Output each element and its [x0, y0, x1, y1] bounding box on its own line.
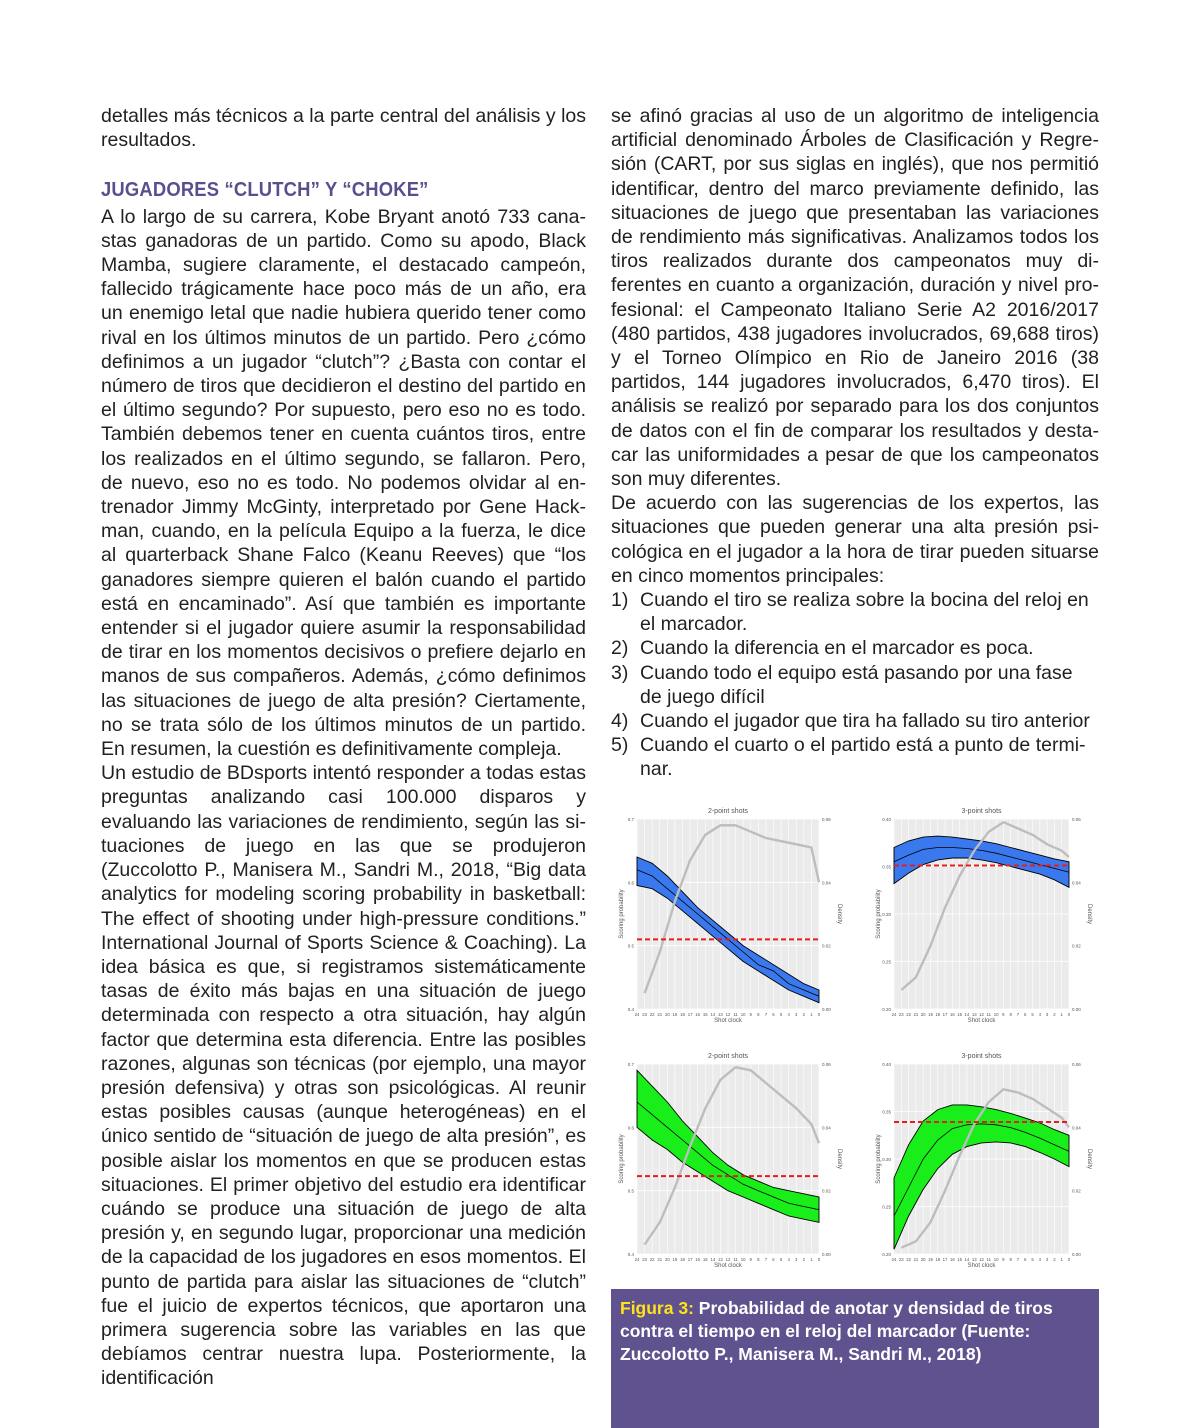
x-tick-label: 24: [634, 1012, 640, 1017]
x-tick-label: 18: [935, 1257, 941, 1262]
x-tick-label: 20: [920, 1257, 926, 1262]
caption-text: Probabilidad de anotar y densidad de tiros contra el tiempo en el reloj del marcador (Fuente: Zuccolotto P., Manisera M., Sandri M., 2018): [620, 1298, 1053, 1364]
x-axis-label: Shot clock: [714, 1018, 742, 1024]
x-tick-label: 14: [710, 1012, 716, 1017]
x-axis-label: Shot clock: [967, 1263, 996, 1269]
x-tick-label: 19: [672, 1012, 678, 1017]
x-tick-label: 0: [1067, 1257, 1071, 1262]
chart-title: 3-point shots: [961, 808, 1002, 815]
x-tick-label: 12: [979, 1012, 984, 1017]
x-tick-label: 12: [725, 1012, 731, 1017]
list-number: 3): [611, 661, 629, 684]
x-tick-label: 2: [802, 1012, 806, 1017]
x-tick-label: 5: [779, 1257, 783, 1262]
x-tick-label: 18: [680, 1257, 685, 1262]
figure-caption: [620, 1297, 1095, 1366]
y2-tick-label: 0.06: [822, 1062, 831, 1067]
x-axis-label: Shot clock: [714, 1263, 742, 1269]
x-tick-label: 15: [957, 1012, 963, 1017]
x-tick-label: 6: [772, 1257, 775, 1262]
x-tick-label: 20: [664, 1257, 670, 1262]
x-tick-label: 13: [971, 1257, 977, 1262]
x-tick-label: 22: [906, 1257, 911, 1262]
list-number: 4): [611, 710, 629, 733]
x-tick-label: 4: [1038, 1012, 1042, 1017]
y-tick-label: 0.30: [882, 912, 891, 917]
x-tick-label: 1: [810, 1257, 813, 1262]
x-tick-label: 11: [986, 1012, 992, 1017]
x-tick-label: 3: [1045, 1257, 1049, 1262]
x-tick-label: 14: [964, 1257, 970, 1262]
x-tick-label: 1: [810, 1012, 813, 1017]
x-tick-label: 24: [891, 1012, 897, 1017]
y-tick-label: 0.25: [882, 1204, 891, 1210]
left-column: [101, 104, 586, 1391]
x-tick-label: 22: [649, 1012, 655, 1017]
y-tick-label: 0.7: [627, 1062, 634, 1067]
y-tick-label: 0.20: [882, 1252, 891, 1257]
x-tick-label: 21: [657, 1012, 663, 1017]
y-tick-label: 0.35: [882, 864, 891, 870]
x-tick-label: 23: [898, 1012, 904, 1017]
y-tick-label: 0.6: [627, 1125, 634, 1131]
list-text: Cuando el tiro se realiza sobre la bocina del reloj en el marcador.: [640, 589, 1089, 636]
x-tick-label: 17: [687, 1012, 693, 1017]
x-tick-label: 13: [718, 1257, 723, 1262]
x-tick-label: 4: [787, 1012, 790, 1017]
y-tick-label: 0.30: [882, 1157, 891, 1162]
list-number: 2): [611, 637, 629, 660]
y-tick-label: 0.25: [882, 959, 891, 965]
charts-svg: [611, 797, 1099, 1289]
intro-paragraph: detalles más técnicos a la parte central del análisis y los resultados.: [101, 105, 586, 152]
x-tick-label: 5: [779, 1012, 783, 1017]
x-tick-label: 15: [957, 1257, 963, 1262]
x-tick-label: 20: [664, 1012, 670, 1017]
x-tick-label: 9: [1002, 1257, 1005, 1262]
x-tick-label: 10: [993, 1012, 999, 1017]
x-axis-label: Shot clock: [967, 1018, 996, 1024]
y2-tick-label: 0.02: [822, 943, 831, 949]
x-tick-label: 2: [1053, 1257, 1056, 1262]
y-tick-label: 0.4: [627, 1007, 634, 1012]
y2-axis-label: Density: [1086, 1148, 1092, 1170]
y2-tick-label: 0.00: [1072, 1007, 1081, 1012]
x-tick-label: 19: [928, 1257, 933, 1262]
figure-caption-box: [611, 1289, 1099, 1428]
x-tick-label: 12: [979, 1257, 984, 1262]
right-column: [611, 104, 1099, 782]
chart-title: 3-point shots: [961, 1053, 1002, 1060]
x-tick-label: 21: [913, 1012, 919, 1017]
list-text: Cuando el jugador que tira ha fallado su tiro anterior: [640, 710, 1090, 733]
x-tick-label: 17: [942, 1012, 948, 1017]
x-tick-label: 1: [1060, 1257, 1063, 1262]
x-tick-label: 2: [1053, 1012, 1056, 1017]
body-paragraph-1: A lo largo de su carrera, Kobe Bryant anotó 733 canastas ganadoras de un partido. Como su apodo, Black Mamba, sugiere claramente, el destacado campeón, fallecido trágicamente hace poco más de un año, era un enemigo letal que nadie hubiera querido tener como rival en los últimos minutos de un partido. Pero ¿cómo definimos a un jugador “clutch”? ¿Basta con contar el número de tiros que decidieron el destino del partido en el último segundo? Por supuesto, pero eso no es todo. También debemos tener en cuenta cuántos tiros, entre los realizados en el último segundo, se fallaron. Pero, de nuevo, eso no es todo. No podemos olvidar al entrenador Jimmy McGinty, interpretado por Gene Hackman, cuando, en la película Equipo a la fuerza, le dice al quarterback Shane Falco (Keanu Reeves) que “los ganadores siempre quieren el balón cuando el partido está en encaminado”. Así que también es importante entender si el jugador quiere asumir la responsabilidad de tirar en los momentos decisivos o prefiere dejarlo en manos de sus compañeros. Además, ¿cómo definimos las situaciones de juego de alta presión? Ciertamente, no se trata sólo de los últimos minutos de un partido. En resumen, la cuestión es definitivamente compleja.: [101, 205, 586, 761]
x-tick-label: 8: [757, 1012, 760, 1017]
pressure-moments-list: [611, 588, 1099, 782]
x-tick-label: 8: [757, 1257, 760, 1262]
x-tick-label: 21: [657, 1257, 663, 1262]
y-tick-label: 0.7: [627, 817, 634, 822]
x-tick-label: 11: [733, 1257, 738, 1262]
x-tick-label: 10: [740, 1012, 746, 1017]
x-tick-label: 5: [1031, 1012, 1034, 1017]
y2-tick-label: 0.00: [822, 1252, 831, 1257]
y-tick-label: 0.5: [627, 943, 634, 949]
x-tick-label: 17: [942, 1257, 948, 1262]
x-tick-label: 7: [764, 1257, 768, 1262]
y2-axis-label: Density: [836, 1148, 842, 1170]
x-tick-label: 9: [749, 1257, 752, 1262]
y2-tick-label: 0.00: [822, 1007, 831, 1012]
list-item: [611, 588, 1099, 636]
x-tick-label: 2: [802, 1257, 806, 1262]
x-tick-label: 7: [764, 1012, 768, 1017]
x-tick-label: 5: [1031, 1257, 1034, 1262]
x-tick-label: 10: [993, 1257, 999, 1262]
x-tick-label: 18: [680, 1012, 685, 1017]
x-tick-label: 19: [928, 1012, 933, 1017]
y-axis-label: Scoring probability: [619, 1134, 625, 1184]
list-item: [611, 636, 1099, 660]
list-number: 5): [611, 734, 629, 757]
x-tick-label: 1: [1060, 1012, 1063, 1017]
x-tick-label: 14: [710, 1257, 716, 1262]
y2-tick-label: 0.02: [1072, 1188, 1081, 1194]
chart-title: 2-point shots: [707, 1053, 749, 1060]
x-tick-label: 9: [1002, 1012, 1005, 1017]
body-paragraph-4: De acuerdo con las sugerencias de los expertos, las situaciones que pueden generar una alta presión psicológica en el jugador a la hora de tirar pueden situarse en cinco momentos principales:: [611, 492, 1099, 587]
x-tick-label: 11: [986, 1257, 992, 1262]
list-item: [611, 733, 1099, 781]
caption-label: Figura 3:: [620, 1298, 694, 1318]
x-tick-label: 7: [1016, 1257, 1020, 1262]
y-tick-label: 0.40: [882, 1062, 891, 1067]
x-tick-label: 23: [898, 1257, 904, 1262]
list-text: Cuando el cuarto o el partido está a punto de terminar.: [640, 734, 1086, 781]
x-tick-label: 23: [642, 1257, 647, 1262]
x-tick-label: 6: [1024, 1257, 1027, 1262]
x-tick-label: 24: [634, 1257, 640, 1262]
x-tick-label: 3: [795, 1257, 798, 1262]
x-tick-label: 0: [817, 1257, 821, 1262]
x-tick-label: 3: [1045, 1012, 1049, 1017]
y-tick-label: 0.5: [627, 1188, 634, 1194]
x-tick-label: 24: [891, 1257, 897, 1262]
y2-tick-label: 0.00: [1072, 1252, 1081, 1257]
y2-tick-label: 0.06: [1072, 1062, 1081, 1067]
list-text: Cuando todo el equipo está pasando por una fase de juego difícil: [640, 661, 1073, 708]
y2-tick-label: 0.06: [822, 817, 831, 822]
y2-tick-label: 0.04: [1072, 1125, 1081, 1131]
x-tick-label: 10: [740, 1257, 746, 1262]
x-tick-label: 23: [642, 1012, 647, 1017]
y2-tick-label: 0.04: [822, 1125, 831, 1131]
x-tick-label: 0: [817, 1012, 821, 1017]
section-heading: JUGADORES “CLUTCH” Y “CHOKE”: [101, 179, 429, 202]
list-number: 1): [611, 589, 629, 612]
x-tick-label: 20: [920, 1012, 926, 1017]
y-tick-label: 0.20: [882, 1007, 891, 1012]
x-tick-label: 13: [971, 1012, 977, 1017]
x-tick-label: 0: [1067, 1012, 1071, 1017]
x-tick-label: 15: [702, 1012, 708, 1017]
x-tick-label: 16: [949, 1012, 955, 1017]
x-tick-label: 7: [1016, 1012, 1020, 1017]
x-tick-label: 4: [1038, 1257, 1042, 1262]
y-axis-label: Scoring probability: [876, 889, 882, 939]
x-tick-label: 16: [695, 1012, 701, 1017]
x-tick-label: 19: [672, 1257, 678, 1262]
x-tick-label: 3: [795, 1012, 798, 1017]
x-tick-label: 6: [772, 1012, 775, 1017]
x-tick-label: 12: [725, 1257, 731, 1262]
x-tick-label: 17: [687, 1257, 693, 1262]
x-tick-label: 22: [649, 1257, 655, 1262]
x-tick-label: 8: [1009, 1257, 1012, 1262]
y-axis-label: Scoring probability: [876, 1134, 882, 1184]
x-tick-label: 4: [787, 1257, 790, 1262]
figure-3-charts: [611, 797, 1099, 1289]
body-paragraph-3: se afinó gracias al uso de un algoritmo de inteligencia artificial denominado Árboles de Clasificación y Regresión (CART, por sus siglas en inglés), que nos permitió identificar, dentro del marco previamente definido, las situaciones de juego que presentaban las variaciones de rendimiento más significativas. Analizamos todos los tiros realizados durante dos campeonatos muy diferentes en cuanto a organización, duración y nivel profesional: el Campeonato Italiano Serie A2 2016/2017 (480 partidos, 438 jugadores involucrados, 69,688 tiros) y el Torneo Olímpico en Rio de Janeiro 2016 (38 partidos, 144 jugadores involucrados, 6,470 tiros). El análisis se realizó por separado para los dos conjuntos de datos con el fin de comparar los resultados y destacar las uniformidades a pesar de que los campeonatos son muy diferentes.: [611, 105, 1099, 491]
x-tick-label: 22: [906, 1012, 911, 1017]
x-tick-label: 15: [702, 1257, 708, 1262]
x-tick-label: 18: [935, 1012, 941, 1017]
y2-tick-label: 0.02: [822, 1188, 831, 1194]
list-item: [611, 661, 1099, 709]
x-tick-label: 16: [949, 1257, 955, 1262]
x-tick-label: 11: [733, 1012, 738, 1017]
y2-axis-label: Density: [836, 903, 842, 925]
y2-tick-label: 0.04: [1072, 880, 1081, 886]
y-tick-label: 0.4: [627, 1252, 634, 1257]
body-paragraph-2: Un estudio de BDsports intentó responder a todas estas preguntas analizando casi 100.000 disparos y evaluando las variaciones de rendimiento, según las situaciones de juego en las que se produjeron (Zuccolotto P., Manisera M., Sandri M., 2018, “Big data analytics for modeling scoring probability in basketball: The effect of shooting under high-pressure conditions.” International Journal of Sports Science & Coaching). La idea básica es que, si registramos sistemáticamente tasas de éxito más bajas en una situación de juego determinada con respecto a otra situación, hay algún factor que determina esta diferencia. Entre las posibles razones, algunas son técnicas (por ejemplo, una mayor presión defensiva) y otras son psicológicas. Al reunir estas posibles causas (aunque heterogéneas) en el único sentido de “situación de juego de alta presión”, es posible aislar los momentos en que se producen estas situaciones. El primer objetivo del estudio era identificar cuándo se produce una situación de juego de alta presión y, en segundo lugar, proporcionar una medición de la capacidad de los jugadores en esos momentos. El punto de partida para aislar las situaciones de “clutch” fue el juicio de expertos técnicos, que aportaron una primera sugerencia sobre las variables en las que debíamos centrar nuestra lupa. Posteriormente, la identificación: [101, 762, 586, 1390]
list-item: [611, 709, 1099, 733]
x-tick-label: 13: [718, 1012, 723, 1017]
y-tick-label: 0.35: [882, 1109, 891, 1115]
x-tick-label: 21: [913, 1257, 919, 1262]
x-tick-label: 9: [749, 1012, 752, 1017]
y2-axis-label: Density: [1086, 903, 1092, 925]
y2-tick-label: 0.02: [1072, 943, 1081, 949]
y-tick-label: 0.40: [882, 817, 891, 822]
y2-tick-label: 0.06: [1072, 817, 1081, 822]
x-tick-label: 6: [1024, 1012, 1027, 1017]
chart-title: 2-point shots: [707, 808, 749, 815]
x-tick-label: 16: [695, 1257, 701, 1262]
y-axis-label: Scoring probability: [619, 889, 625, 939]
x-tick-label: 14: [964, 1012, 970, 1017]
y-tick-label: 0.6: [627, 880, 634, 886]
list-text: Cuando la diferencia en el marcador es poca.: [640, 637, 1034, 660]
x-tick-label: 8: [1009, 1012, 1012, 1017]
y2-tick-label: 0.04: [822, 880, 831, 886]
